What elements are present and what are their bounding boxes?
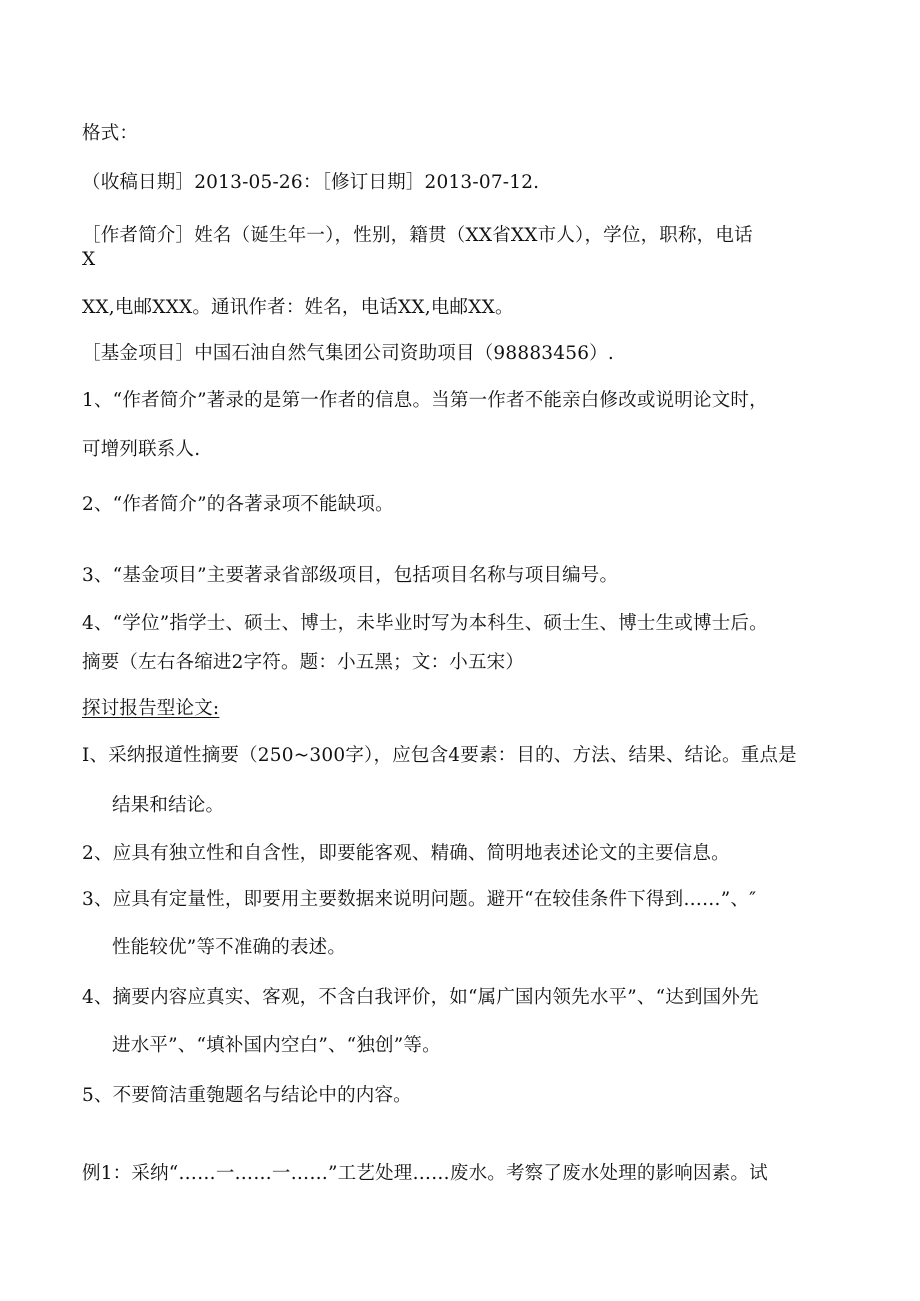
abstract-format-line: 摘要（左右各缩进2字符。题：小五黑；文：小五宋） — [82, 652, 525, 673]
date-line: （收稿日期］2013-05-26：［修订日期］2013-07-12. — [82, 172, 540, 193]
abstract-rule-4: 4、摘要内容应真实、客观，不含白我评价，如“属广国内领先水平”、“达到国外先 — [82, 987, 759, 1008]
note-2: 2、“作者简介”的各著录项不能缺项。 — [82, 494, 394, 515]
abstract-rule-1: I、采纳报道性摘要（250~300字），应包含4要素：目的、方法、结果、结论。重点是 — [82, 745, 797, 766]
abstract-rule-2: 2、应具有独立性和自含性，即要能客观、精确、简明地表述论文的主要信息。 — [82, 843, 730, 864]
abstract-rule-5: 5、不要简洁重匏题名与结论中的内容。 — [82, 1085, 412, 1106]
abstract-rule-4-continued: 进水平”、“填补国内空白”、“独创”等。 — [112, 1035, 441, 1056]
note-1: 1、“作者简介”著录的是第一作者的信息。当第一作者不能亲白修改或说明论文时， — [82, 390, 768, 411]
abstract-rule-3: 3、应具有定量性，即要用主要数据来说明问题。避开“在较佳条件下得到……”、″ — [82, 889, 757, 910]
author-intro-line: ［作者简介］姓名（诞生年一），性别，籍贯（XX省XX市人），学位，职称，电话 — [82, 225, 753, 246]
abstract-rule-3-continued: 性能较优”等不准确的表述。 — [112, 937, 347, 958]
contact-line: XX,电邮XXX。通讯作者：姓名，电话XX,电邮XX。 — [82, 297, 514, 318]
format-heading: 格式： — [82, 123, 139, 144]
abstract-rule-1-continued: 结果和结论。 — [112, 795, 225, 816]
note-3: 3、“基金项目”主要著录省部级项目，包括项目名称与项目编号。 — [82, 565, 619, 586]
author-intro-wrap: X — [82, 249, 96, 270]
example-1: 例1：采纳“……一……一……”工艺处理……废水。考察了废水处理的影响因素。试 — [82, 1163, 768, 1184]
note-4: 4、“学位”指学士、硕士、博士，未毕业时写为本科生、硕士生、博士生或博士后。 — [82, 613, 768, 634]
note-1-continued: 可增列联系人. — [82, 439, 201, 460]
fund-line: ［基金项目］中国石油自然气集团公司资助项目（98883456）. — [82, 343, 614, 364]
research-report-heading: 探讨报告型论文: — [82, 698, 220, 719]
